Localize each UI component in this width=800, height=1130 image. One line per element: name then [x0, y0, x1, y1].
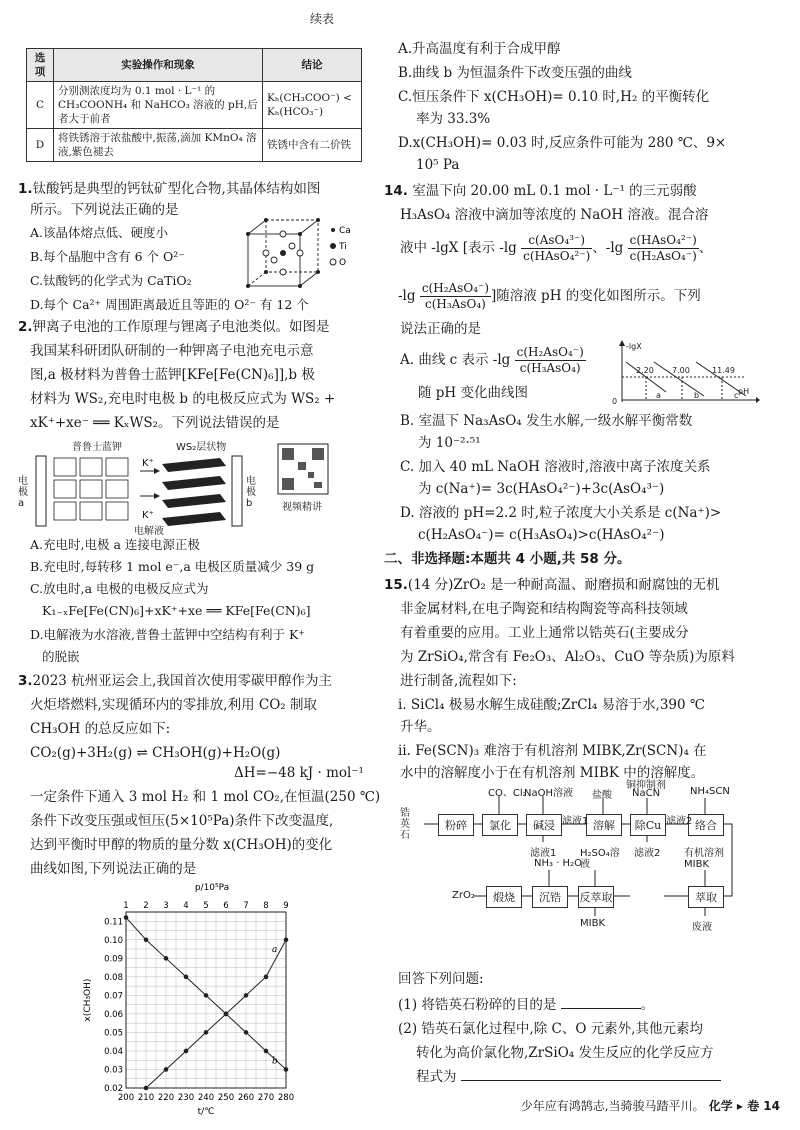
- q15-line-2: 非金属材料,在电子陶瓷和结构陶瓷等高科技领域: [400, 601, 688, 617]
- series-label: b: [272, 1056, 278, 1067]
- table-continue-label: 续表: [310, 12, 335, 26]
- q2-option-d: D.电解液为水溶液,普鲁士蓝钾中空结构有利于 K⁺: [30, 627, 305, 642]
- q15-sub2-line-1: (2) 锆英石氯化过程中,除 C、O 元素外,其他元素均: [398, 1021, 703, 1037]
- x-tick-label: 250: [217, 1093, 235, 1103]
- q14-line-5: 说法正确的是: [400, 321, 481, 337]
- top-tick-label: 8: [263, 901, 269, 911]
- top-tick-label: 2: [143, 901, 149, 911]
- electrode-b-label: 电极b: [246, 476, 256, 509]
- answer-blank[interactable]: [461, 1068, 721, 1081]
- q3-line-1: [18, 672, 332, 690]
- q1-option-a: A.该晶体熔点低、硬度小: [30, 225, 169, 240]
- electrolyte-label: 电解液: [134, 526, 164, 537]
- q1-stem-line: 所示。下列说法正确的是: [30, 202, 179, 218]
- footer-motto: 少年应有鸿鹄志,当骑骏马踏平川。: [520, 1099, 705, 1113]
- q15-note-1-cont: 升华。: [400, 719, 441, 735]
- fraction-bottom: c(H₃AsO₄): [519, 361, 581, 375]
- q14-option-c: C. 加入 40 mL NaOH 溶液时,溶液中离子浓度关系: [400, 459, 711, 475]
- y-tick-label: 0.09: [104, 954, 123, 965]
- q15-line-3: 有着重要的应用。工业上通常以锆英石(主要成分: [400, 625, 689, 641]
- data-point-b: [284, 1067, 289, 1072]
- top-tick-label: 3: [163, 901, 169, 911]
- q3-line-5: 条件下改变压强或恒压(5×10⁵Pa)条件下改变温度,: [30, 813, 334, 829]
- product-zro2: ZrO₂: [452, 890, 475, 901]
- q14-option-c-cont: 为 c(Na⁺)= 3c(HAsO₄²⁻)+3c(AsO₄³⁻): [418, 481, 665, 497]
- q2-line-3: 图,a 极材料为普鲁士蓝钾[KFe[Fe(CN)₆]],b 极: [30, 367, 315, 383]
- top-tick-label: 6: [223, 901, 229, 911]
- q2-text: 钾离子电池的工作原理与锂离子电池类似。如图是: [32, 319, 330, 335]
- y-tick-label: 0.03: [104, 1065, 123, 1076]
- reagent-co-cl2: CO、Cl₂: [488, 788, 527, 799]
- data-point-b: [164, 956, 169, 961]
- fraction-top: c(AsO₄³⁻): [521, 233, 592, 249]
- ph-graph: [610, 340, 760, 406]
- reagent-hcl: 盐酸: [592, 790, 612, 801]
- q1-option-d: D.每个 Ca²⁺ 周围距离最近且等距的 O²⁻ 有 12 个: [30, 297, 309, 312]
- q15-sub1-end: 。: [640, 997, 655, 1013]
- reagent-nh4scn: NH₄SCN: [690, 786, 730, 797]
- q14-line-1: [384, 182, 697, 200]
- experiment-table: [26, 48, 362, 162]
- battery-figure: [18, 436, 370, 537]
- data-point-a: [264, 975, 269, 980]
- question-number: 1.: [18, 181, 33, 197]
- q15-line-1: [384, 576, 720, 594]
- q1-stem-line: 钛酸钙是典型的钙钛矿型化合物,其晶体结构如图: [32, 181, 321, 197]
- top-tick-label: 4: [183, 901, 189, 911]
- q1-stem: [18, 180, 320, 198]
- video-label: 视频精讲: [282, 502, 322, 513]
- q3-option-a: A.升高温度有利于合成甲醇: [398, 41, 561, 57]
- data-point-a: [284, 937, 289, 942]
- q3-option-b: B.曲线 b 为恒温条件下改变压强的曲线: [398, 65, 632, 81]
- q3-line-4: 一定条件下通入 3 mol H₂ 和 1 mol CO₂,在恒温(250 ℃): [30, 789, 381, 805]
- fraction: [515, 345, 586, 376]
- y-tick-label: 0.07: [104, 991, 123, 1002]
- footer-subject: 化学 ▸ 卷 14: [708, 1099, 780, 1113]
- q14-option-b: B. 室温下 Na₃AsO₄ 发生水解,一级水解平衡常数: [400, 413, 693, 429]
- table-row: [27, 129, 362, 162]
- fraction-top: c(H₂AsO₄⁻): [516, 345, 584, 359]
- reagent-mibk: 有机溶剂MIBK: [684, 848, 724, 870]
- q15-sub1: [398, 996, 654, 1014]
- table-header: 选项: [27, 49, 54, 82]
- series-label: a: [272, 944, 278, 955]
- methanol-fraction-chart: [80, 878, 300, 1122]
- data-point-b: [224, 1012, 229, 1017]
- q3-line-2: 火炬塔燃料,实现循环内的零排放,利用 CO₂ 制取: [30, 697, 317, 713]
- graph-point: 11.49: [712, 366, 735, 375]
- q14-text: -lg: [398, 288, 416, 304]
- table-cell: 将铁锈溶于浓盐酸中,振荡,滴加 KMnO₄ 溶液,紫色褪去: [54, 129, 263, 162]
- legend-o: O: [339, 258, 347, 268]
- table-cell: 分别测浓度均为 0.1 mol · L⁻¹ 的 CH₃COONH₄ 和 NaHCO₃ 溶液的 pH,后者大于前者: [54, 82, 263, 129]
- question-number: 14.: [384, 183, 408, 199]
- data-point-b: [244, 1030, 249, 1035]
- flow-step-extract: 萃取: [688, 886, 724, 908]
- question-number: 2.: [18, 319, 33, 335]
- fraction: [420, 281, 491, 312]
- flow-step-chlorinate: 氯化: [482, 814, 518, 836]
- filtrate-label: 滤液1: [562, 816, 589, 827]
- flow-step-precipitate: 沉锆: [532, 886, 568, 908]
- q1-option-b: B.每个晶胞中含有 6 个 O²⁻: [30, 249, 185, 264]
- q14-text: 液中 -lgX [表示 -lg: [400, 240, 517, 256]
- data-point-a: [164, 1067, 169, 1072]
- q15-sub2-line-3: [416, 1068, 721, 1086]
- q14-option-a-cont: 随 pH 变化曲线图: [418, 385, 528, 401]
- q14-option-a: [400, 342, 586, 378]
- table-cell: Kₕ(CH₃COO⁻) < Kₕ(HCO₃⁻): [263, 82, 362, 129]
- output-mibk: MIBK: [580, 918, 605, 929]
- y-tick-label: 0.02: [104, 1084, 123, 1094]
- q14-line-2: H₃AsO₄ 溶液中滴加等浓度的 NaOH 溶液。混合溶: [400, 207, 709, 223]
- q3-line-7: 曲线如图,下列说法正确的是: [30, 861, 197, 877]
- q3-option-d: D.x(CH₃OH)= 0.03 时,反应条件可能为 280 ℃、9×: [398, 135, 727, 151]
- q3-option-d-cont: 10⁵ Pa: [416, 157, 460, 173]
- top-tick-label: 7: [243, 901, 249, 911]
- fraction-top: c(HAsO₄²⁻): [629, 233, 697, 247]
- y-tick-label: 0.04: [104, 1046, 123, 1057]
- fraction-bottom: c(HAsO₄²⁻): [523, 249, 591, 263]
- fraction: [628, 233, 699, 264]
- q14-option-d-cont: c(H₂AsO₄⁻)= c(H₃AsO₄)>c(HAsO₄²⁻): [418, 527, 665, 543]
- curve-label: b: [694, 391, 700, 400]
- ws2-label: WS₂层状物: [176, 442, 227, 453]
- data-point-a: [184, 1049, 189, 1054]
- graph-ylabel: -lgX: [626, 342, 642, 351]
- flow-step-dissolve: 溶解: [586, 814, 622, 836]
- table-header: 实验操作和现象: [54, 49, 263, 82]
- q14-text: 、-lg: [592, 240, 624, 256]
- q1-option-c: C.钛酸钙的化学式为 CaTiO₂: [30, 273, 192, 288]
- q2-line-1: [18, 318, 330, 336]
- output-waste: 废液: [692, 922, 712, 933]
- graph-point: 2.20: [636, 366, 654, 375]
- ca-legend-icon: [331, 228, 335, 232]
- q3-line-3: CH₃OH 的总反应如下:: [30, 721, 171, 737]
- q14-line-4: [398, 278, 701, 314]
- flow-step-alkali-leach: 碱浸: [526, 814, 562, 836]
- top-tick-label: 1: [123, 901, 129, 911]
- q2-option-a: A.充电时,电极 a 连接电源正极: [30, 537, 200, 552]
- fraction: [521, 233, 592, 264]
- q15-note-2: ⅱ. Fe(SCN)₃ 难溶于有机溶剂 MIBK,Zr(SCN)₄ 在: [398, 743, 707, 759]
- q15-text: (14 分)ZrO₂ 是一种耐高温、耐磨损和耐腐蚀的无机: [407, 577, 720, 593]
- q14-text: 、: [698, 240, 713, 256]
- table-cell: C: [27, 82, 54, 129]
- y-tick-label: 0.05: [104, 1028, 123, 1039]
- x-tick-label: 200: [117, 1093, 135, 1103]
- graph-xlabel: pH: [738, 387, 750, 396]
- fraction-bottom: c(H₂AsO₄⁻): [629, 249, 697, 263]
- top-tick-label: 5: [203, 901, 209, 911]
- x-tick-label: 220: [157, 1093, 175, 1103]
- table-header: 结论: [263, 49, 362, 82]
- q14-option-b-cont: 为 10⁻²·⁵¹: [418, 435, 481, 451]
- data-point-b: [204, 993, 209, 998]
- q14-line-3: [400, 230, 712, 266]
- table-row: [27, 82, 362, 129]
- electrode-a-label: 电极a: [18, 476, 28, 509]
- top-axis-label: p/10⁵Pa: [194, 883, 230, 893]
- q3-text: 2023 杭州亚运会上,我国首次使用零碳甲醇作为主: [32, 673, 332, 689]
- q15-note-1: ⅰ. SiCl₄ 极易水解生成硅酸;ZrCl₄ 易溶于水,390 ℃: [398, 697, 705, 713]
- reagent-naoh: NaOH溶液: [524, 788, 573, 799]
- question-number: 3.: [18, 673, 33, 689]
- data-point-b: [264, 1049, 269, 1054]
- k-ion-label: K⁺: [142, 510, 154, 521]
- ti-legend-icon: [330, 243, 336, 249]
- y-tick-label: 0.06: [104, 1009, 123, 1020]
- fraction-bottom: c(H₃AsO₄): [424, 297, 486, 311]
- data-point-b: [184, 975, 189, 980]
- flow-start-label: 锆英石: [400, 808, 410, 841]
- x-tick-label: 270: [257, 1093, 275, 1103]
- table-cell: D: [27, 129, 54, 162]
- legend-ti: Ti: [339, 242, 347, 252]
- flow-step-calcine: 煅烧: [486, 886, 522, 908]
- y-axis-label: x(CH₃OH): [83, 978, 93, 1022]
- data-point-b: [144, 937, 149, 942]
- reagent-h2so4: H₂SO₄溶液: [580, 848, 620, 870]
- q3-line-6: 达到平衡时甲醇的物质的量分数 x(CH₃OH)的变化: [30, 837, 333, 853]
- q15-note-2-cont: 水中的溶解度小于在有机溶剂 MIBK 中的溶解度。: [400, 765, 705, 781]
- flow-step-crush: 粉碎: [438, 814, 474, 836]
- filtrate-label: 滤液2: [666, 816, 693, 827]
- o-legend-icon: [330, 259, 336, 265]
- q2-option-c-equation: K₁₋ₓFe[Fe(CN)₆]+xK⁺+xe ══ KFe[Fe(CN)₆]: [42, 603, 311, 618]
- k-ion-label: K⁺: [142, 458, 154, 469]
- graph-point: 7.00: [672, 366, 690, 375]
- q3-enthalpy: ΔH=−48 kJ · mol⁻¹: [234, 765, 364, 781]
- q2-line-2: 我国某科研团队研制的一种钾离子电池充电示意: [30, 343, 314, 359]
- q15-sub2-line-2: 转化为高价氯化物,ZrSiO₄ 发生反应的化学反应方: [416, 1045, 714, 1061]
- process-flowchart: [400, 780, 780, 954]
- x-tick-label: 260: [237, 1093, 255, 1103]
- section-heading: 二、非选择题:本题共 4 小题,共 58 分。: [384, 551, 631, 567]
- q3-equation: CO₂(g)+3H₂(g) ⇌ CH₃OH(g)+H₂O(g): [30, 745, 281, 761]
- q15-sub1-text: (1) 将锆英石粉碎的目的是: [398, 997, 557, 1013]
- x-axis-label: t/℃: [197, 1107, 215, 1117]
- filtrate-label: 滤液1: [530, 848, 557, 859]
- q14-text: ]随溶液 pH 的变化如图所示。下列: [491, 288, 701, 304]
- reagent-nh3: NH₃ · H₂O: [534, 858, 582, 869]
- table-header-row: [27, 49, 362, 82]
- data-point-a: [244, 993, 249, 998]
- legend-ca: Ca: [339, 226, 351, 236]
- reagent-nacn: NaCN: [632, 788, 661, 799]
- filtrate-label: 滤液2: [634, 848, 661, 859]
- y-tick-label: 0.10: [104, 935, 123, 946]
- y-tick-label: 0.11: [104, 917, 123, 928]
- q2-option-b: B.充电时,每转移 1 mol e⁻,a 电极区质量减少 39 g: [30, 559, 315, 574]
- q15-line-4: 为 ZrSiO₄,常含有 Fe₂O₃、Al₂O₃、CuO 等杂质)为原料: [400, 649, 735, 665]
- flow-step-complex: 络合: [688, 814, 724, 836]
- q14-text: A. 曲线 c 表示 -lg: [400, 352, 511, 368]
- x-tick-label: 240: [197, 1093, 215, 1103]
- data-point-b: [124, 915, 129, 920]
- q14-option-d: D. 溶液的 pH=2.2 时,粒子浓度大小关系是 c(Na⁺)>: [400, 505, 722, 521]
- x-tick-label: 280: [277, 1093, 295, 1103]
- page-footer: [521, 1097, 780, 1114]
- reagent-inhibitor: 铜抑制剂: [626, 780, 666, 791]
- top-tick-label: 9: [283, 901, 289, 911]
- x-tick-label: 230: [177, 1093, 195, 1103]
- prussian-blue-label: 普鲁士蓝钾: [72, 442, 122, 453]
- data-point-a: [144, 1086, 149, 1091]
- y-tick-label: 0.08: [104, 972, 123, 983]
- x-tick-label: 210: [137, 1093, 155, 1103]
- flow-step-remove-cu: 除Cu: [630, 814, 666, 836]
- data-point-a: [204, 1030, 209, 1035]
- q15-line-5: 进行制备,流程如下:: [400, 673, 517, 689]
- q2-option-d-cont: 的脱嵌: [42, 649, 80, 664]
- q2-option-c: C.放电时,a 电极的电极反应式为: [30, 581, 209, 596]
- fraction-top: c(H₂AsO₄⁻): [421, 281, 489, 295]
- q2-line-5: xK⁺+xe⁻ ══ KₓWS₂。下列说法错误的是: [30, 415, 280, 431]
- answer-blank[interactable]: [561, 996, 641, 1009]
- flow-step-back-extract: 反萃取: [578, 886, 614, 908]
- q3-option-c-cont: 率为 33.3%: [416, 111, 491, 127]
- perovskite-cell-figure: [238, 214, 368, 290]
- answer-intro: 回答下列问题:: [398, 971, 484, 987]
- q3-option-c: C.恒压条件下 x(CH₃OH)= 0.10 时,H₂ 的平衡转化: [398, 89, 710, 105]
- curve-label: c: [734, 391, 739, 400]
- q15-sub2-text: 程式为: [416, 1069, 457, 1085]
- curve-label: a: [656, 391, 661, 400]
- q2-line-4: 材料为 WS₂,充电时电极 b 的电极反应式为 WS₂ +: [30, 391, 336, 407]
- graph-origin: 0: [612, 397, 618, 406]
- question-number: 15.: [384, 577, 408, 593]
- table-cell: 铁锈中含有二价铁: [263, 129, 362, 162]
- q14-text: 室温下向 20.00 mL 0.1 mol · L⁻¹ 的三元弱酸: [412, 183, 697, 199]
